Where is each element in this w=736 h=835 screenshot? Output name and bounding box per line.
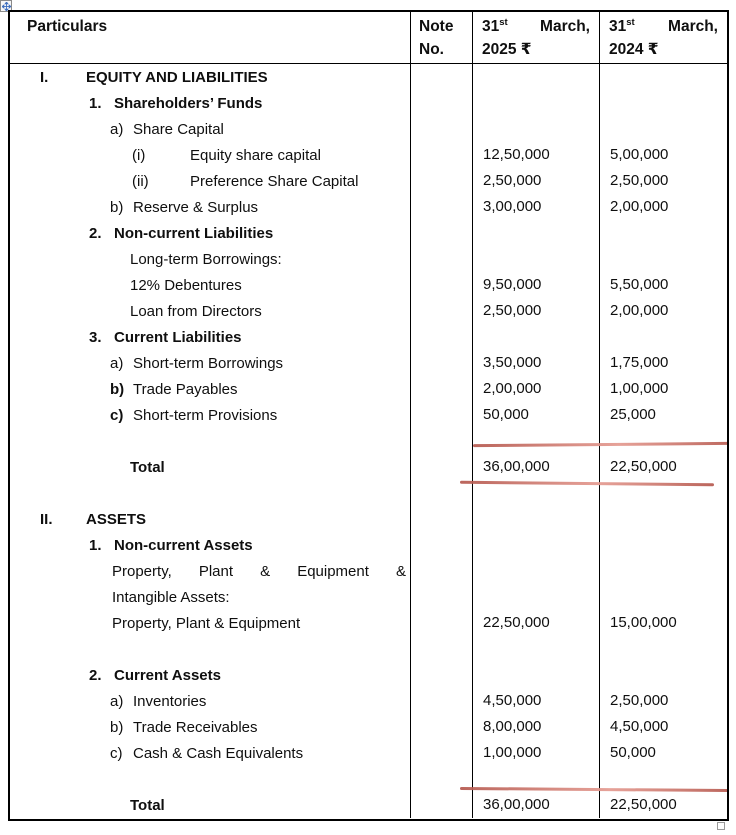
- table-row: [10, 376, 727, 402]
- particulars-cell: [10, 246, 410, 272]
- table-row: [10, 324, 727, 350]
- row-label: Loan from Directors: [130, 302, 262, 320]
- row-label: Property, Plant & Equipment: [112, 614, 301, 632]
- row-label: Intangible Assets:: [112, 588, 230, 606]
- amount-2024-cell: 25,000: [599, 402, 727, 428]
- table-row: [10, 350, 727, 376]
- particulars-cell: [10, 64, 410, 90]
- table-row: [10, 272, 727, 298]
- row-label: Current Liabilities: [114, 328, 242, 346]
- table-row: [10, 116, 727, 142]
- amount-2024-cell: 2,00,000: [599, 194, 727, 220]
- table-row: [10, 662, 727, 688]
- row-marker: b): [110, 718, 124, 736]
- row-label: Long-term Borrowings:: [130, 250, 282, 268]
- table-row: [10, 558, 727, 584]
- table-resize-handle[interactable]: [717, 822, 725, 830]
- amount-2025-cell: [472, 636, 599, 662]
- row-marker: 3.: [89, 328, 102, 346]
- amount-2025-cell: 12,50,000: [472, 142, 599, 168]
- note-no-cell: [410, 402, 472, 428]
- note-no-cell: [410, 636, 472, 662]
- table-row: [10, 792, 727, 818]
- amount-2025-cell: 2,00,000: [472, 376, 599, 402]
- amount-2024-cell: [599, 558, 727, 584]
- particulars-cell: [10, 220, 410, 246]
- table-row: [10, 532, 727, 558]
- row-label: Property, Plant & Equipment &: [112, 562, 406, 580]
- row-label: Preference Share Capital: [190, 172, 359, 190]
- note-no-cell: [410, 506, 472, 532]
- amount-2025-cell: 50,000: [472, 402, 599, 428]
- row-label: Non-current Liabilities: [114, 224, 274, 242]
- balance-sheet-table: [8, 10, 729, 821]
- row-label: Total: [130, 796, 165, 814]
- amount-2024-cell: 2,00,000: [599, 298, 727, 324]
- amount-2025-cell: [472, 116, 599, 142]
- note-no-cell: [410, 428, 472, 454]
- particulars-cell: [10, 454, 410, 480]
- note-no-cell: [410, 480, 472, 506]
- amount-2025-cell: [472, 662, 599, 688]
- amount-2025-cell: 22,50,000: [472, 610, 599, 636]
- note-no-cell: [410, 220, 472, 246]
- row-marker: 2.: [89, 666, 102, 684]
- note-no-cell: [410, 792, 472, 818]
- row-label: Short-term Provisions: [133, 406, 278, 424]
- row-marker: 1.: [89, 536, 102, 554]
- header-particulars: Particulars: [27, 18, 108, 35]
- amount-2025-cell: [472, 506, 599, 532]
- amount-2025-cell: 4,50,000: [472, 688, 599, 714]
- row-label: Trade Payables: [133, 380, 238, 398]
- particulars-cell: [10, 766, 410, 792]
- row-label: Trade Receivables: [133, 718, 258, 736]
- table-body: [10, 64, 727, 819]
- row-marker: c): [110, 406, 124, 424]
- particulars-cell: [10, 610, 410, 636]
- amount-2024-cell: [599, 324, 727, 350]
- amount-2024-cell: 5,50,000: [599, 272, 727, 298]
- amount-2025-cell: [472, 584, 599, 610]
- amount-2024-cell: 5,00,000: [599, 142, 727, 168]
- amount-2024-cell: [599, 662, 727, 688]
- row-marker: a): [110, 120, 124, 138]
- amount-2024-cell: 2,50,000: [599, 688, 727, 714]
- amount-2025-cell: [472, 246, 599, 272]
- table-row: [10, 194, 727, 220]
- row-marker: (i): [132, 146, 146, 164]
- row-label: Non-current Assets: [114, 536, 253, 554]
- amount-2025-cell: 9,50,000: [472, 272, 599, 298]
- note-no-cell: [410, 454, 472, 480]
- row-marker: b): [110, 380, 125, 398]
- amount-2024-cell: 2,50,000: [599, 168, 727, 194]
- row-marker: 2.: [89, 224, 102, 242]
- particulars-cell: [10, 324, 410, 350]
- amount-2025-cell: [472, 558, 599, 584]
- row-label: Equity share capital: [190, 146, 321, 164]
- amount-2024-cell: 1,75,000: [599, 350, 727, 376]
- amount-2025-cell: 2,50,000: [472, 298, 599, 324]
- table-row: [10, 402, 727, 428]
- amount-2025-cell: 3,00,000: [472, 194, 599, 220]
- row-label: Inventories: [133, 692, 207, 710]
- table-row: [10, 142, 727, 168]
- amount-2024-cell: 22,50,000: [599, 454, 727, 480]
- table-row: [10, 454, 727, 480]
- particulars-cell: [10, 584, 410, 610]
- table-row: [10, 714, 727, 740]
- note-no-cell: [410, 168, 472, 194]
- amount-2025-cell: [472, 324, 599, 350]
- particulars-cell: [10, 506, 410, 532]
- amount-2025-cell: [472, 64, 599, 90]
- row-marker: b): [110, 198, 124, 216]
- row-label: Current Assets: [114, 666, 221, 684]
- note-no-cell: [410, 350, 472, 376]
- amount-2024-cell: [599, 220, 727, 246]
- row-label: EQUITY AND LIABILITIES: [86, 68, 268, 86]
- amount-2025-cell: [472, 532, 599, 558]
- row-label: Reserve & Surplus: [133, 198, 259, 216]
- note-no-cell: [410, 142, 472, 168]
- row-marker: II.: [40, 510, 53, 528]
- particulars-cell: [10, 636, 410, 662]
- table-row: [10, 428, 727, 454]
- table-header-row: [10, 12, 727, 64]
- header-31-march-2024: 31st March, 2024 ₹: [599, 12, 727, 63]
- note-no-cell: [410, 64, 472, 90]
- note-no-cell: [410, 90, 472, 116]
- row-marker: I.: [40, 68, 49, 86]
- particulars-cell: [10, 350, 410, 376]
- amount-2025-cell: 2,50,000: [472, 168, 599, 194]
- table-row: [10, 506, 727, 532]
- particulars-cell: [10, 532, 410, 558]
- amount-2024-cell: 4,50,000: [599, 714, 727, 740]
- note-no-cell: [410, 740, 472, 766]
- particulars-cell: [10, 428, 410, 454]
- row-label: Cash & Cash Equivalents: [133, 744, 304, 762]
- particulars-cell: [10, 402, 410, 428]
- amount-2024-cell: [599, 428, 727, 454]
- row-marker: a): [110, 354, 124, 372]
- table-row: [10, 220, 727, 246]
- table-row: [10, 610, 727, 636]
- note-no-cell: [410, 376, 472, 402]
- particulars-cell: [10, 298, 410, 324]
- note-no-cell: [410, 298, 472, 324]
- amount-2024-cell: [599, 532, 727, 558]
- note-no-cell: [410, 532, 472, 558]
- table-row: [10, 64, 727, 90]
- particulars-cell: [10, 90, 410, 116]
- row-label: Share Capital: [133, 120, 224, 138]
- row-label: Shareholders’ Funds: [114, 94, 263, 112]
- row-marker: c): [110, 744, 123, 762]
- table-row: [10, 740, 727, 766]
- table-row: [10, 298, 727, 324]
- particulars-cell: [10, 662, 410, 688]
- particulars-cell: [10, 142, 410, 168]
- amount-2025-cell: [472, 220, 599, 246]
- note-no-cell: [410, 662, 472, 688]
- amount-2025-cell: 1,00,000: [472, 740, 599, 766]
- table-row: [10, 90, 727, 116]
- table-row: [10, 688, 727, 714]
- amount-2024-cell: 22,50,000: [599, 792, 727, 818]
- particulars-cell: [10, 740, 410, 766]
- note-no-cell: [410, 584, 472, 610]
- amount-2025-cell: [472, 90, 599, 116]
- table-row: [10, 168, 727, 194]
- amount-2024-cell: [599, 584, 727, 610]
- amount-2024-cell: 1,00,000: [599, 376, 727, 402]
- note-no-cell: [410, 272, 472, 298]
- amount-2025-cell: [472, 428, 599, 454]
- amount-2024-cell: [599, 636, 727, 662]
- amount-2024-cell: [599, 506, 727, 532]
- row-label: ASSETS: [86, 510, 147, 528]
- particulars-cell: [10, 376, 410, 402]
- note-no-cell: [410, 246, 472, 272]
- amount-2024-cell: 15,00,000: [599, 610, 727, 636]
- note-no-cell: [410, 324, 472, 350]
- amount-2024-cell: [599, 64, 727, 90]
- amount-2025-cell: 8,00,000: [472, 714, 599, 740]
- amount-2025-cell: 36,00,000: [472, 454, 599, 480]
- amount-2024-cell: [599, 116, 727, 142]
- particulars-cell: [10, 480, 410, 506]
- amount-2024-cell: [599, 90, 727, 116]
- table-row: [10, 246, 727, 272]
- header-31-march-2025: 31st March, 2025 ₹: [472, 12, 599, 63]
- row-label: Total: [130, 458, 165, 476]
- particulars-cell: [10, 116, 410, 142]
- table-row: [10, 584, 727, 610]
- particulars-cell: [10, 714, 410, 740]
- row-marker: (ii): [132, 172, 149, 190]
- header-note-no: Note No.: [410, 12, 472, 63]
- particulars-cell: [10, 792, 410, 818]
- note-no-cell: [410, 194, 472, 220]
- table-row: [10, 636, 727, 662]
- particulars-cell: [10, 558, 410, 584]
- amount-2024-cell: [599, 246, 727, 272]
- note-no-cell: [410, 714, 472, 740]
- row-marker: 1.: [89, 94, 102, 112]
- amount-2024-cell: 50,000: [599, 740, 727, 766]
- particulars-cell: [10, 272, 410, 298]
- note-no-cell: [410, 116, 472, 142]
- note-no-cell: [410, 610, 472, 636]
- amount-2025-cell: 3,50,000: [472, 350, 599, 376]
- particulars-cell: [10, 194, 410, 220]
- particulars-cell: [10, 168, 410, 194]
- row-label: 12% Debentures: [130, 276, 242, 294]
- amount-2025-cell: 36,00,000: [472, 792, 599, 818]
- particulars-cell: [10, 688, 410, 714]
- note-no-cell: [410, 558, 472, 584]
- row-label: Short-term Borrowings: [133, 354, 284, 372]
- row-marker: a): [110, 692, 124, 710]
- note-no-cell: [410, 688, 472, 714]
